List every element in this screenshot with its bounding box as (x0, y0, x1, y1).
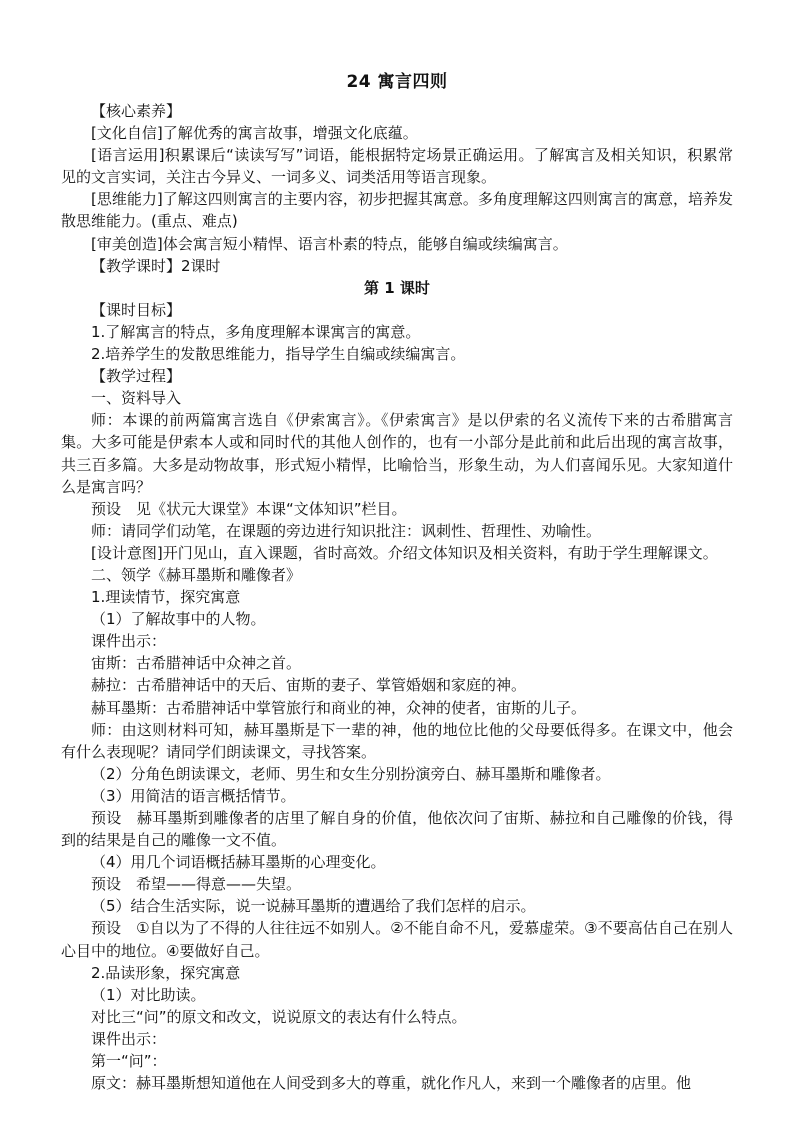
paragraph: 【教学过程】 (91, 367, 182, 386)
paragraph: 师：由这则材料可知，赫耳墨斯是下一辈的神，他的地位比他的父母要低得多。在课文中，他会有什么表现呢？请同学们朗读课文，寻找答案。 (61, 720, 733, 761)
paragraph: [文化自信]了解优秀的寓言故事，增强文化底蕴。 (91, 124, 418, 143)
paragraph: （2）分角色朗读课文，老师、男生和女生分别扮演旁白、赫耳墨斯和雕像者。 (91, 764, 611, 783)
paragraph: （3）用简洁的语言概括情节。 (91, 786, 296, 805)
paragraph: （5）结合生活实际，说一说赫耳墨斯的遭遇给了我们怎样的启示。 (91, 897, 536, 916)
paragraph: 课件出示： (91, 1029, 167, 1048)
paragraph: 师：本课的前两篇寓言选自《伊索寓言》。《伊索寓言》是以伊索的名义流传下来的古希腊寓言集。大多可能是伊索本人或和同时代的其他人创作的，也有一小部分是此前和此后出现的寓言故事，共三百多篇。大多是动物故事，形式短小精悍，比喻恰当，形象生动，为人们喜闻乐见。大家知道什么是寓言吗？ (61, 411, 733, 496)
paragraph: 对比三“问”的原文和改文，说说原文的表达有什么特点。 (91, 1007, 467, 1026)
document-body (61, 100, 733, 1094)
paragraph: [设计意图]开门见山，直入课题，省时高效。介绍文体知识及相关资料，有助于学生理解课文。 (91, 543, 718, 562)
paragraph: [审美创造]体会寓言短小精悍、语言朴素的特点，能够自编或续编寓言。 (91, 234, 568, 253)
paragraph: 2.培养学生的发散思维能力，指导学生自编或续编寓言。 (91, 345, 466, 364)
document-title: 24 寓言四则 (346, 72, 448, 92)
paragraph: 一、资料导入 (91, 389, 182, 408)
paragraph: 【课时目标】 (91, 300, 182, 319)
paragraph: 2.品读形象，探究寓意 (91, 963, 241, 982)
paragraph: 赫拉：古希腊神话中的天后、宙斯的妻子、掌管婚姻和家庭的神。 (91, 676, 527, 695)
paragraph: 【核心素养】 (91, 102, 182, 120)
paragraph: 师：请同学们动笔，在课题的旁边进行知识批注：讽刺性、哲理性、劝喻性。 (91, 521, 602, 540)
paragraph: 赫耳墨斯：古希腊神话中掌管旅行和商业的神，众神的使者，宙斯的儿子。 (91, 698, 587, 717)
section-heading: 第 1 课时 (364, 278, 430, 297)
paragraph: 1.理读情节，探究寓意 (91, 588, 241, 607)
paragraph: 宙斯：古希腊神话中众神之首。 (91, 654, 302, 673)
paragraph: 预设 赫耳墨斯到雕像者的店里了解自身的价值，他依次问了宙斯、赫拉和自己雕像的价钱，得到的结果是自己的雕像一文不值。 (61, 809, 733, 850)
paragraph: 原文：赫耳墨斯想知道他在人间受到多大的尊重，就化作凡人，来到一个雕像者的店里。他 (91, 1074, 692, 1093)
paragraph: 第一“问”： (91, 1052, 167, 1071)
paragraph: 预设 ①自以为了不得的人往往远不如别人。②不能自命不凡，爱慕虚荣。③不要高估自己在别人心目中的地位。④要做好自己。 (61, 919, 733, 960)
paragraph: 预设 见《状元大课堂》本课“文体知识”栏目。 (91, 499, 407, 518)
paragraph: （1）对比助读。 (91, 985, 206, 1004)
paragraph: 预设 希望——得意——失望。 (91, 875, 302, 894)
paragraph: 【教学课时】2课时 (91, 256, 221, 275)
paragraph: （4）用几个词语概括赫耳墨斯的心理变化。 (91, 853, 386, 872)
paragraph: 二、领学《赫耳墨斯和雕像者》 (91, 565, 302, 584)
paragraph: [思维能力]了解这四则寓言的主要内容，初步把握其寓意。多角度理解这四则寓言的寓意，培养发散思维能力。(重点、难点) (61, 190, 733, 231)
paragraph: [语言运用]积累课后“读读写写”词语，能根据特定场景正确运用。了解寓言及相关知识，积累常见的文言实词，关注古今异义、一词多义、词类活用等语言现象。 (61, 146, 733, 187)
paragraph: （1）了解故事中的人物。 (91, 610, 266, 629)
paragraph: 课件出示： (91, 632, 167, 651)
paragraph: 1.了解寓言的特点，多角度理解本课寓言的寓意。 (91, 322, 421, 341)
